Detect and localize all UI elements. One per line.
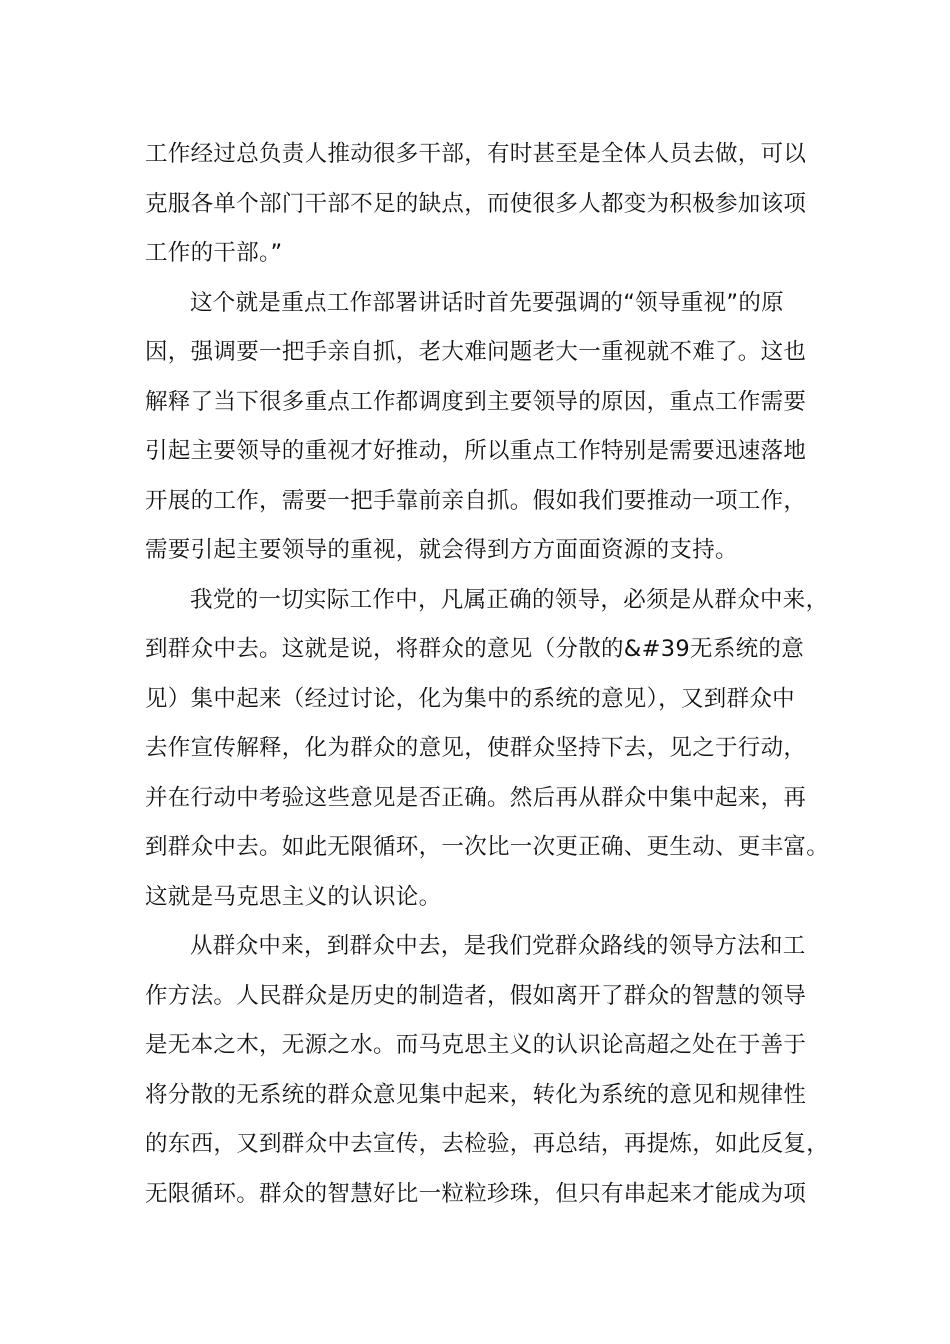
text-line: 无限循环。群众的智慧好比一粒粒珍珠，但只有串起来才能成为项	[145, 1180, 807, 1207]
text-line: 的东西，又到群众中去宣传，去检验，再总结，再提炼，如此反复，	[145, 1131, 830, 1157]
text-line: 是无本之木，无源之水。而马克思主义的认识论高超之处在于善于	[145, 1032, 807, 1058]
text-line: 需要引起主要领导的重视，就会得到方方面面资源的支持。	[145, 537, 738, 563]
text-line: 解释了当下很多重点工作都调度到主要领导的原因，重点工作需要	[145, 388, 807, 415]
text-line: 引起主要领导的重视才好推动，所以重点工作特别是需要迅速落地	[145, 438, 807, 464]
text-line: 去作宣传解释，化为群众的意见，使群众坚持下去，见之于行动，	[145, 735, 807, 761]
text-line: 我党的一切实际工作中，凡属正确的领导，必须是从群众中来，	[190, 586, 829, 613]
document-body	[145, 130, 830, 1219]
text-line: 到群众中去。如此无限循环，一次比一次更正确、更生动、更丰富。	[145, 834, 830, 860]
text-line: 因，强调要一把手亲自抓，老大难问题老大一重视就不难了。这也	[145, 339, 807, 365]
text-line: 见）集中起来（经过讨论，化为集中的系统的意见），又到群众中	[145, 685, 795, 712]
text-line: 从群众中来，到群众中去，是我们党群众路线的领导方法和工	[190, 933, 806, 959]
text-line: 这就是马克思主义的认识论。	[145, 883, 442, 910]
paragraph-4	[145, 922, 830, 1219]
paragraph-1	[145, 130, 815, 279]
text-line: 作方法。人民群众是历史的制造者，假如离开了群众的智慧的领导	[145, 982, 807, 1009]
paragraph-3	[145, 576, 830, 923]
text-line: 这个就是重点工作部署讲话时首先要强调的“领导重视”的原	[190, 289, 784, 316]
text-line: 开展的工作，需要一把手靠前亲自抓。假如我们要推动一项工作，	[145, 487, 807, 514]
text-line: 工作经过总负责人推动很多干部，有时甚至是全体人员去做，可以	[145, 141, 807, 167]
paragraph-2	[145, 279, 815, 576]
text-line: 克服各单个部门干部不足的缺点，而使很多人都变为积极参加该项	[145, 190, 807, 217]
text-line: 到群众中去。这就是说，将群众的意见（分散的&#39无系统的意	[145, 636, 805, 662]
text-line: 并在行动中考验这些意见是否正确。然后再从群众中集中起来，再	[145, 784, 807, 811]
text-line: 将分散的无系统的群众意见集中起来，转化为系统的意见和规律性	[145, 1081, 807, 1108]
text-line: 工作的干部。”	[145, 240, 283, 266]
